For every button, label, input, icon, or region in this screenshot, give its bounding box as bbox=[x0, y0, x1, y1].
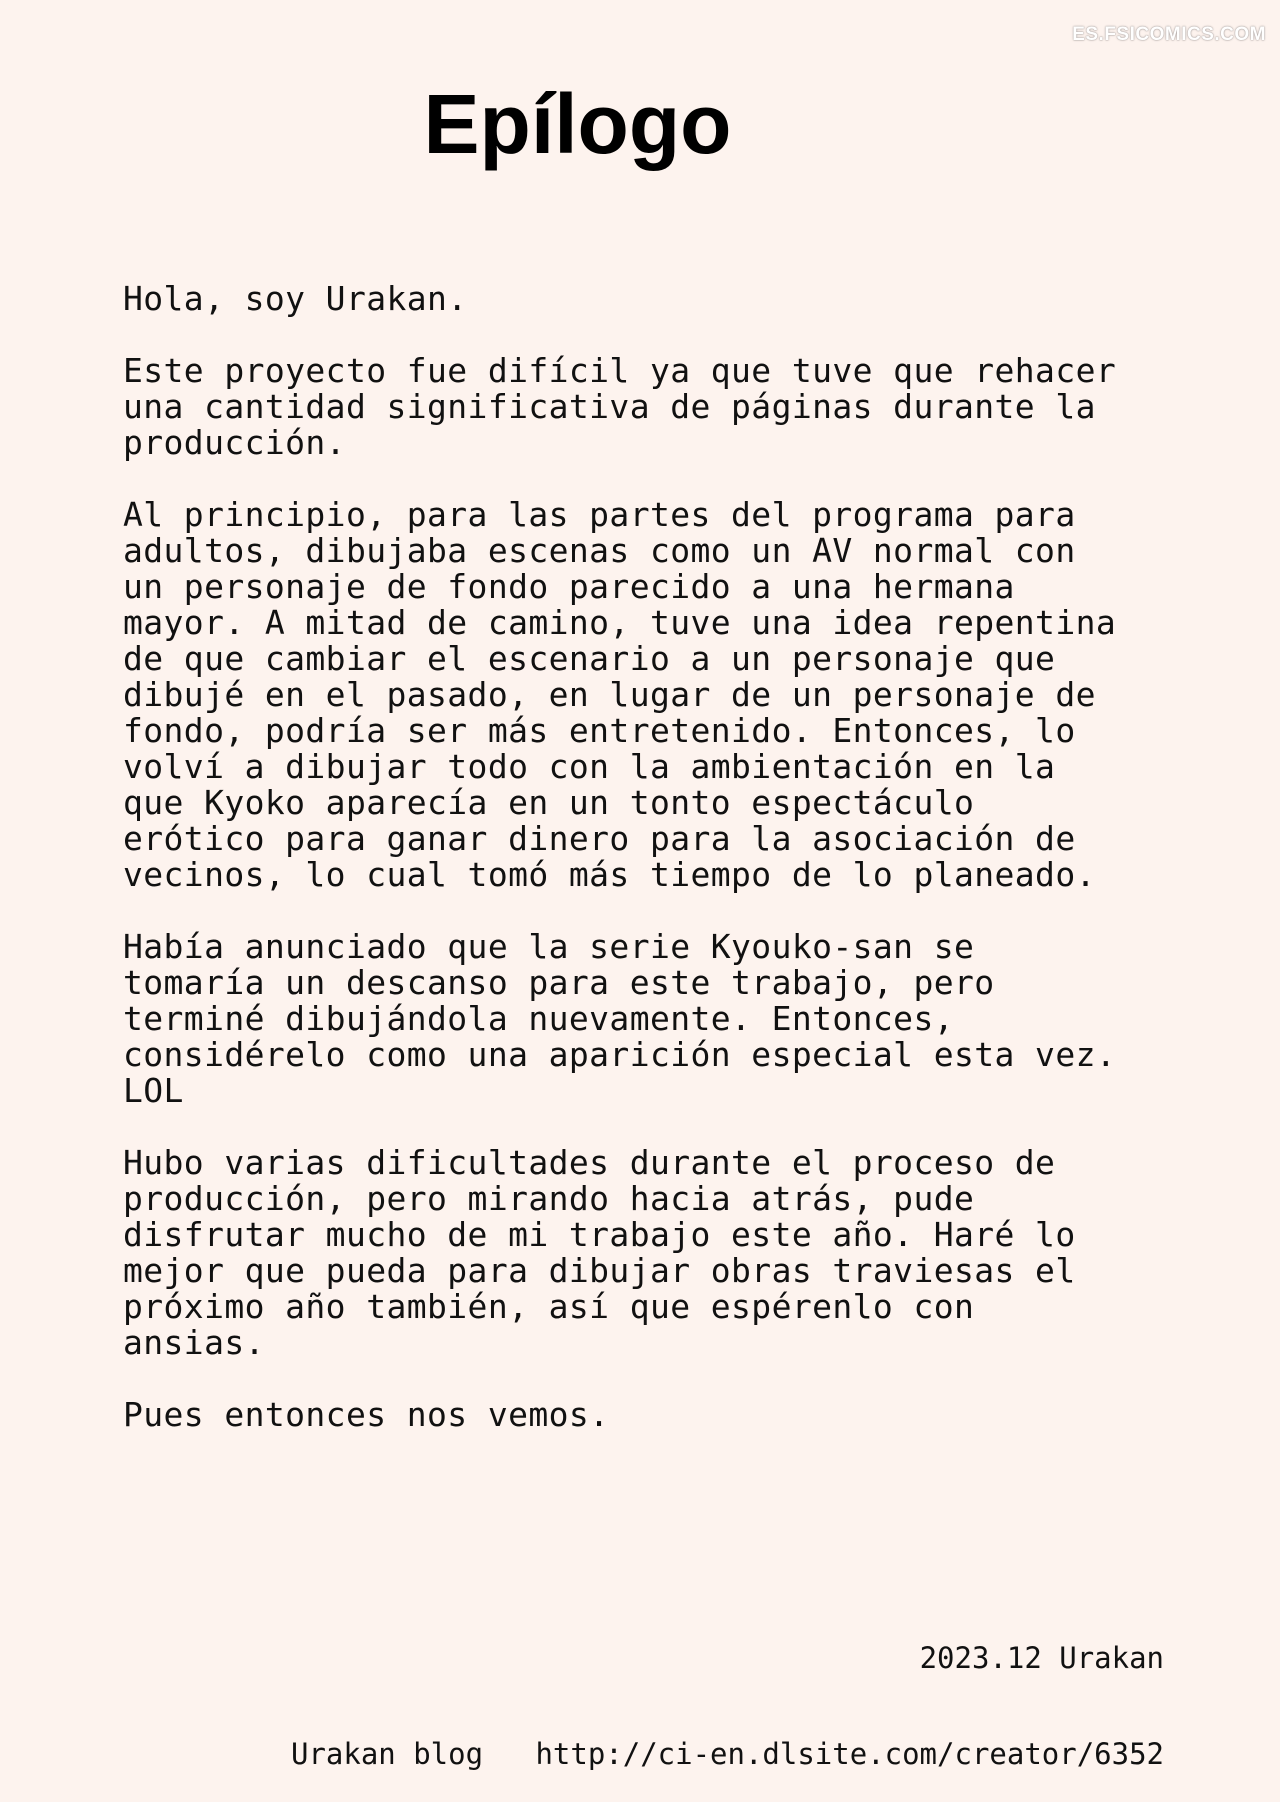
epilogue-body bbox=[123, 281, 1183, 1469]
paragraph-farewell: Pues entonces nos vemos. bbox=[123, 1395, 610, 1434]
paragraph-project: Este proyecto fue difícil ya que tuve que rehacer una cantidad significativa de páginas durante la producción. bbox=[123, 351, 1117, 462]
blog-line bbox=[291, 1738, 1164, 1770]
paragraph-difficulties: Hubo varias dificultades durante el proceso de producción, pero mirando hacia atrás, pude disfrutar mucho de mi trabajo este año. Haré lo mejor que pueda para dibujar obras traviesas el próximo año también, así que espérenlo con ansias. bbox=[123, 1143, 1076, 1362]
page-title: Epílogo bbox=[423, 77, 732, 171]
paragraph-beginning: Al principio, para las partes del programa para adultos, dibujaba escenas como un AV normal con un personaje de fondo parecido a una hermana mayor. A mitad de camino, tuve una idea repentina de que cambiar el escenario a un personaje que dibujé en el pasado, en lugar de un personaje de fondo, podría ser más entretenido. Entonces, lo volví a dibujar todo con la ambientación en la que Kyoko aparecía en un tonto espectáculo erótico para ganar dinero para la asociación de vecinos, lo cual tomó más tiempo de lo planeado. bbox=[123, 495, 1117, 894]
signature-block bbox=[291, 1578, 1164, 1802]
signature-date-author: 2023.12 Urakan bbox=[919, 1641, 1164, 1675]
blog-url-link[interactable]: http://ci-en.dlsite.com/creator/6352 bbox=[535, 1737, 1164, 1771]
paragraph-greeting: Hola, soy Urakan. bbox=[123, 279, 468, 318]
paragraph-series: Había anunciado que la serie Kyouko-san se tomaría un descanso para este trabajo, pero terminé dibujándola nuevamente. Entonces, considérelo como una aparición especial esta vez. LOL bbox=[123, 927, 1117, 1110]
site-watermark: ES.FSICOMICS.COM bbox=[1072, 24, 1266, 45]
blog-label: Urakan blog bbox=[291, 1737, 484, 1771]
